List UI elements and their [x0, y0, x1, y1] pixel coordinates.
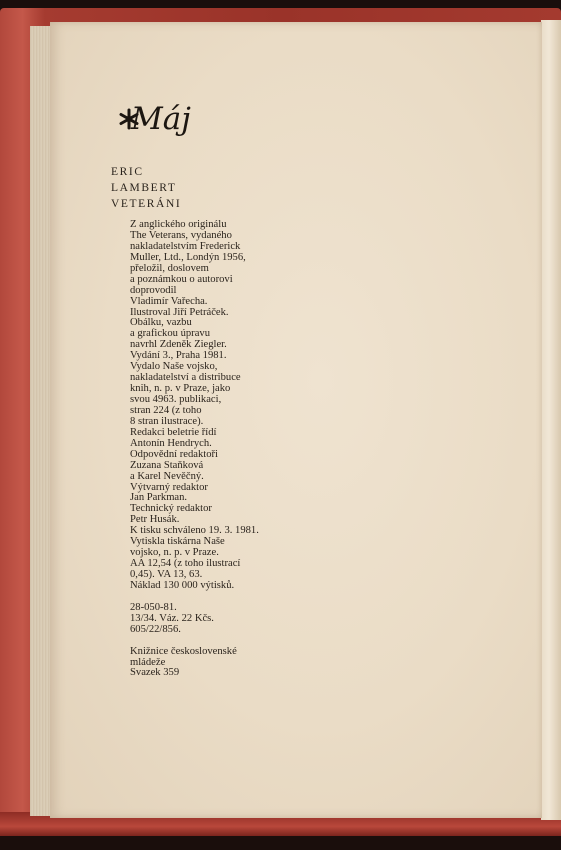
imprint-line: a Karel Nevěčný.: [130, 470, 204, 482]
imprint-line: Petr Husák.: [130, 514, 180, 526]
catalog-line: 28-050-81.: [130, 601, 177, 613]
imprint-line: Výtvarný redaktor: [130, 481, 208, 493]
imprint-line: stran 224 (z toho: [130, 404, 202, 416]
catalog-line: 13/34. Váz. 22 Kčs.: [130, 612, 214, 624]
imprint-line: Zuzana Staňková: [130, 459, 204, 471]
imprint-line: Vytiskla tiskárna Naše: [130, 536, 225, 548]
imprint-line: Obálku, vazbu: [130, 317, 192, 329]
series-line: Svazek 359: [130, 667, 180, 679]
imprint-line: 8 stran ilustrace).: [130, 415, 204, 427]
book-title: VETERÁNI: [111, 198, 182, 210]
title-block: [111, 164, 181, 212]
imprint-line: navrhl Zdeněk Ziegler.: [130, 339, 227, 351]
imprint-line: nakladatelství a distribuce: [130, 372, 241, 384]
series-line: Knižnice československé: [130, 645, 237, 657]
imprint-line: Jan Parkman.: [130, 492, 188, 504]
imprint-line: K tisku schváleno 19. 3. 1981.: [130, 525, 259, 537]
catalog-line: 605/22/856.: [130, 623, 181, 635]
imprint-line: Muller, Ltd., Londýn 1956,: [130, 251, 246, 263]
author-first-name: ERIC: [111, 166, 144, 178]
imprint-line: Technický redaktor: [130, 503, 212, 515]
author-last-name: LAMBERT: [111, 182, 177, 194]
right-page-edge: [541, 20, 561, 820]
imprint-line: Náklad 130 000 výtisků.: [130, 579, 235, 591]
imprint-line: The Veterans, vydaného: [130, 229, 232, 241]
imprint-line: a grafickou úpravu: [130, 328, 211, 340]
imprint-line: a poznámkou o autorovi: [130, 273, 233, 285]
imprint-line: vojsko, n. p. v Praze.: [130, 547, 219, 559]
imprint-line: Antonín Hendrych.: [130, 437, 212, 449]
spacer: [130, 636, 430, 647]
imprint-line: doprovodil: [130, 284, 177, 296]
imprint-line: AA 12,54 (z toho ilustrací: [130, 558, 241, 570]
series-line: mládeže: [130, 656, 166, 668]
imprint-line: Vydalo Naše vojsko,: [130, 361, 218, 373]
imprint-line: přeložil, doslovem: [130, 262, 209, 274]
imprint-line: 0,45). VA 13, 63.: [130, 569, 203, 580]
imprint-line: svou 4963. publikaci,: [130, 394, 222, 405]
imprint-line: Odpovědní redaktoři: [130, 448, 218, 460]
imprint-line: nakladatelstvím Frederick: [130, 240, 241, 252]
imprint-line: Vydání 3., Praha 1981.: [130, 350, 227, 362]
imprint-line: knih, n. p. v Praze, jako: [130, 383, 231, 395]
imprint-line: Redakci beletrie řídí: [130, 426, 217, 438]
imprint-line: Z anglického originálu: [130, 219, 227, 230]
imprint-line: Vladimír Vařecha.: [130, 295, 208, 307]
logo-word: Máj: [131, 101, 191, 137]
imprint-line: Ilustroval Jiří Petráček.: [130, 306, 229, 318]
imprint-text: [130, 220, 430, 679]
page-block-edges: [30, 26, 52, 816]
